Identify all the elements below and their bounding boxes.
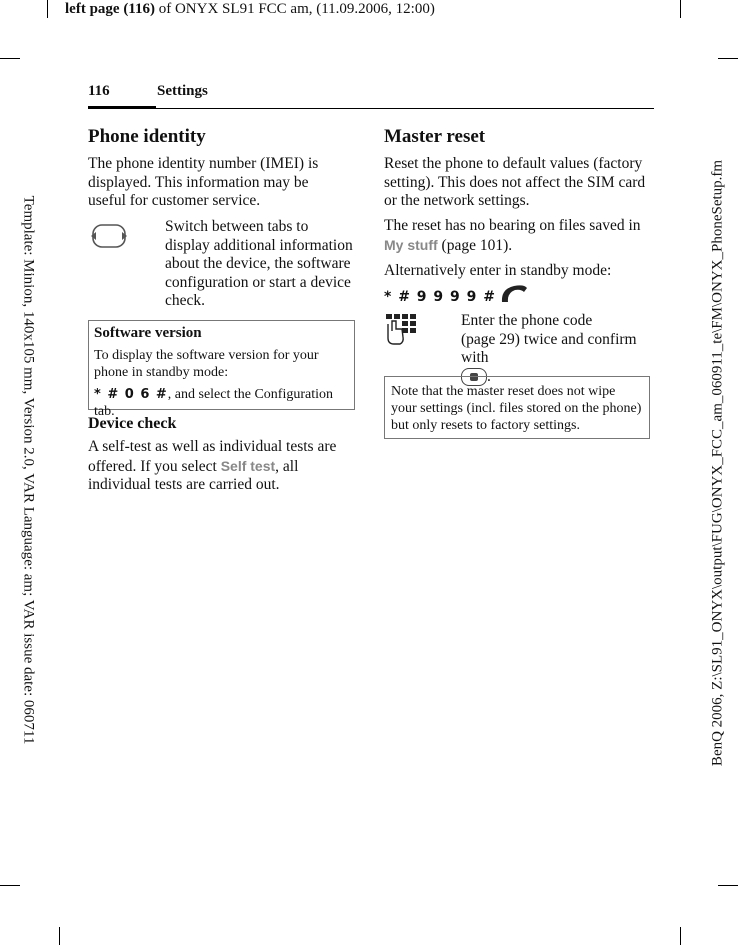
software-version-text: To display the software version for your phone in standby mode: xyxy=(94,348,319,380)
keypad-text-3: . xyxy=(487,367,491,385)
keypad-description xyxy=(461,312,656,386)
master-reset-note-box: Note that the master reset does not wipe your settings (incl. files stored on the phone) but only resets to factory settings. xyxy=(384,376,650,439)
crop-mark xyxy=(718,58,738,59)
master-reset-code: * # 9 9 9 9 # xyxy=(384,288,496,305)
nav-key-description: Switch between tabs to display additional information about the device, the software configuration or start a device check. xyxy=(165,218,353,309)
crop-mark xyxy=(718,885,738,886)
header-rule xyxy=(88,108,654,109)
keypad-icon xyxy=(384,312,418,351)
my-stuff-link: My stuff xyxy=(384,236,438,253)
section-title: Settings xyxy=(157,83,208,99)
header-rule-accent xyxy=(88,106,156,109)
device-check-text xyxy=(88,438,348,495)
template-info: Template: Minion, 140x105 mm, Version 2.0, VAR Language: am; VAR issue date: 060711 xyxy=(20,195,37,745)
device-check-text-1: A self-test as well as individual tests are offered. If you select xyxy=(88,438,337,475)
page-number: 116 xyxy=(88,83,110,99)
software-version-code-suffix: , and select the Configuration tab. xyxy=(94,387,334,419)
page-header xyxy=(65,1,435,18)
software-version-title: Software version xyxy=(94,325,202,341)
crop-mark xyxy=(59,927,60,945)
keypad-text-2: (page 29) twice and confirm with xyxy=(461,330,637,366)
reset-bearing-text xyxy=(384,217,646,255)
crop-mark xyxy=(0,58,20,59)
master-reset-heading: Master reset xyxy=(384,126,486,147)
page-header-rest: of ONYX SL91 FCC am, (11.09.2006, 12:00) xyxy=(154,1,435,17)
reset-bearing-text-post: (page 101). xyxy=(437,236,513,254)
crop-mark xyxy=(0,885,20,886)
software-version-code: * # 0 6 # xyxy=(94,387,168,402)
file-path-info: BenQ 2006, Z:\SL91_ONYX\output\FUG\ONYX_FCC_am_060911_te\FM\ONYX_PhoneSetup.fm xyxy=(709,159,726,767)
page-header-bold: left page (116) xyxy=(65,1,155,17)
navigation-key-icon xyxy=(88,222,130,255)
device-check-text-2: , all individual tests are carried out. xyxy=(88,457,299,493)
crop-mark xyxy=(680,0,681,18)
reset-bearing-text-pre: The reset has no bearing on files saved in xyxy=(384,217,641,234)
software-version-box xyxy=(88,320,355,419)
self-test-option: Self test xyxy=(220,457,276,474)
keypad-text-1: Enter the phone code xyxy=(461,312,593,329)
device-check-heading: Device check xyxy=(88,415,177,432)
master-reset-text: Reset the phone to default values (factory setting). This does not affect the SIM card or the network settings. xyxy=(384,155,646,209)
master-reset-code-line xyxy=(384,283,529,310)
phone-identity-intro: The phone identity number (IMEI) is displayed. This information may be useful for customer service. xyxy=(88,155,319,209)
crop-mark xyxy=(47,0,48,18)
standby-mode-text: Alternatively enter in standby mode: xyxy=(384,262,612,279)
crop-mark xyxy=(680,927,681,945)
call-key-icon xyxy=(499,283,529,310)
phone-identity-heading: Phone identity xyxy=(88,126,206,147)
